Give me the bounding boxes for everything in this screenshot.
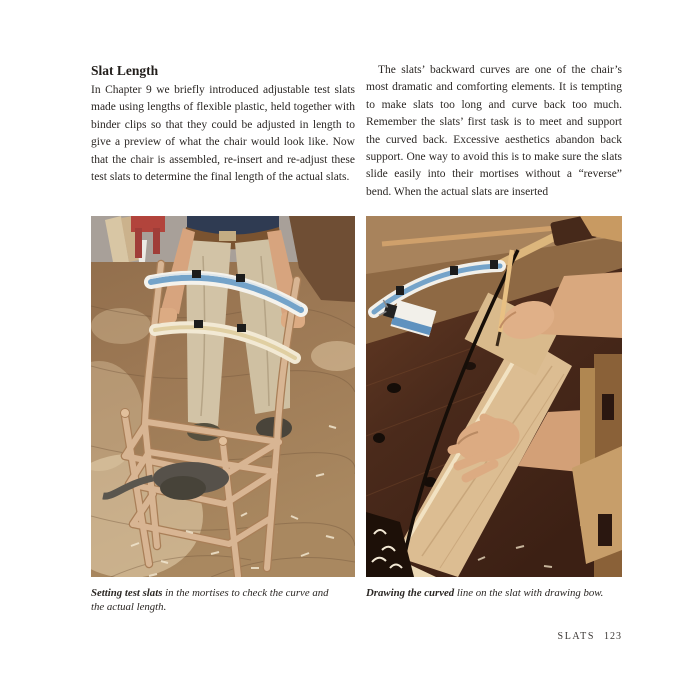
caption-left-rest: in the mortises to check the curve and the actual length. xyxy=(91,587,329,613)
caption-left-lead: Setting test slats xyxy=(91,587,163,599)
chair-photo-illustration xyxy=(91,216,355,577)
running-footer xyxy=(366,631,622,642)
caption-right-rest: line on the slat with drawing bow. xyxy=(454,587,604,599)
photo-drawing-curved-line-with-bow xyxy=(366,216,622,577)
right-text-column xyxy=(366,62,622,201)
bow-photo-illustration xyxy=(366,216,622,577)
section-heading: Slat Length xyxy=(91,63,159,78)
footer-section-title: SLATS xyxy=(557,631,595,642)
caption-right-lead: Drawing the curved xyxy=(366,587,455,599)
footer-page-number: 123 xyxy=(604,631,622,642)
caption-right xyxy=(366,587,622,601)
caption-left xyxy=(91,587,343,614)
left-text-column xyxy=(91,62,355,186)
photo-setting-test-slats-in-chair xyxy=(91,216,355,577)
left-column-paragraph: In Chapter 9 we briefly introduced adjustable test slats made using lengths of flexible plastic, held together with binder clips so that they could be adjusted in length to give a preview of what the chair would look like. Now that the chair is assembled, re-insert and re-adjust these test slats to determine the final length of the actual slats. xyxy=(91,84,355,184)
right-column-paragraph: The slats’ backward curves are one of the chair’s most dramatic and comforting elements. It is tempting to make slats too long and curve back too much. Remember the slats’ first task is to meet and support the curved back. Excessive aesthetics abandon back support. One way to avoid this is to make sure the slats slide easily into their mortises without a “reverse” bend. When the actual slats are inserted xyxy=(366,64,622,198)
